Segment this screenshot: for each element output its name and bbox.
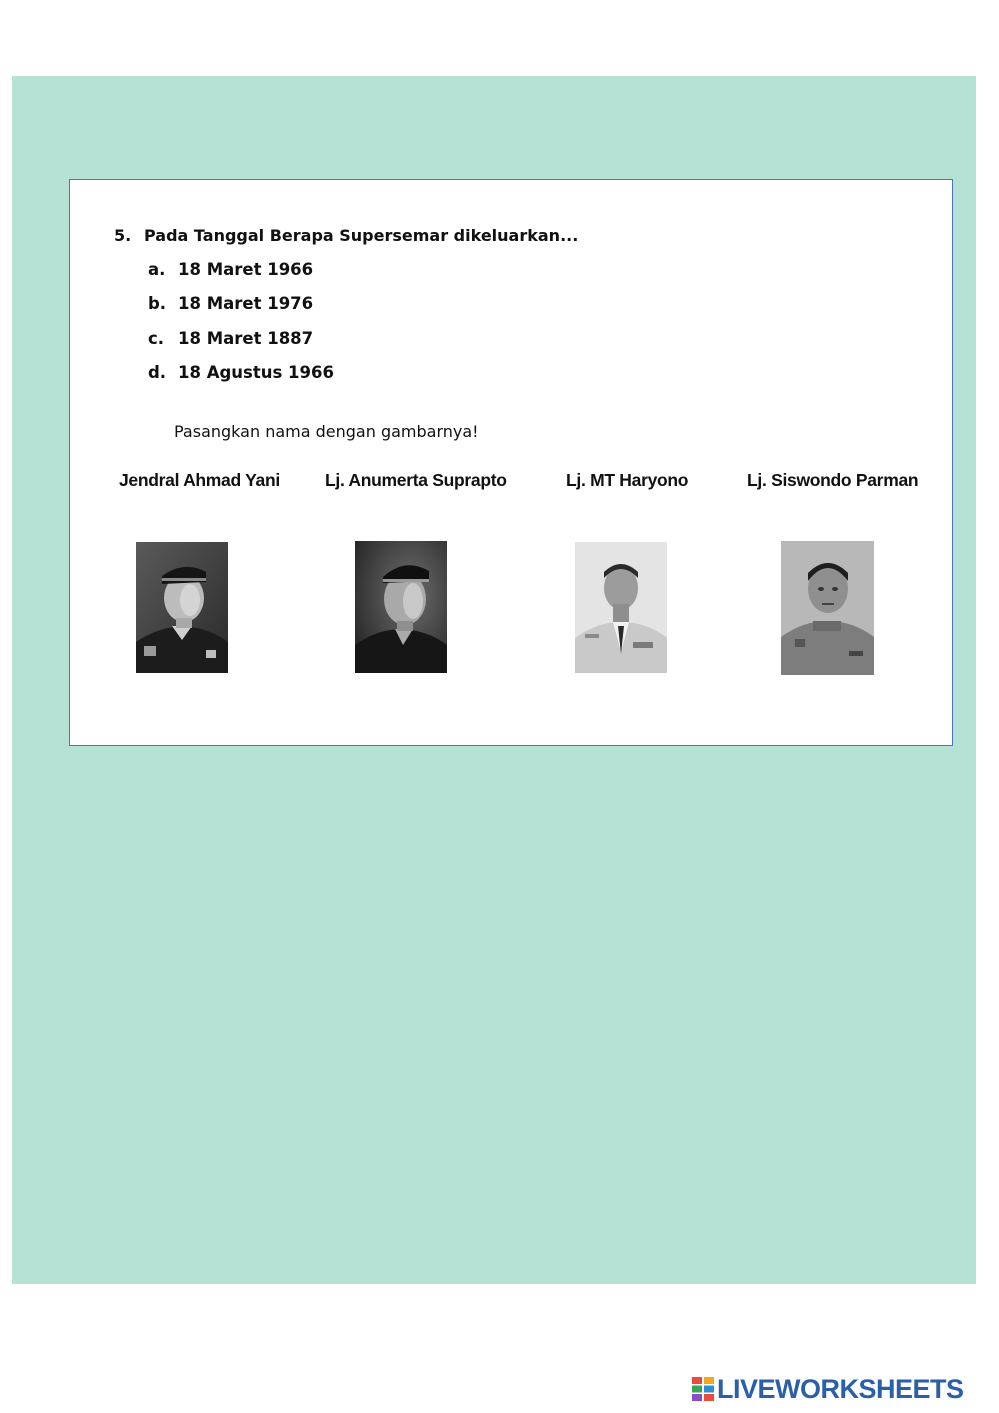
- name-label-ahmad-yani[interactable]: Jendral Ahmad Yani: [119, 470, 280, 490]
- option-text: 18 Maret 1976: [178, 294, 314, 313]
- portrait-photo-2[interactable]: [355, 541, 447, 673]
- name-label-haryono[interactable]: Lj. MT Haryono: [566, 470, 689, 490]
- liveworksheets-logo: [692, 1374, 964, 1404]
- name-label-siswondo-parman[interactable]: Lj. Siswondo Parman: [747, 470, 919, 490]
- option-text: 18 Maret 1887: [178, 329, 314, 348]
- option-letter: a.: [148, 260, 166, 279]
- liveworksheets-logo-text: LIVEWORKSHEETS: [717, 1373, 964, 1404]
- question-card: [69, 179, 953, 746]
- option-b[interactable]: [148, 294, 313, 313]
- liveworksheets-logo-icon: [692, 1377, 714, 1401]
- portrait-photo-4[interactable]: [781, 541, 874, 675]
- matching-instruction: Pasangkan nama dengan gambarnya!: [174, 422, 479, 441]
- option-d[interactable]: [148, 363, 334, 382]
- worksheet-background: [12, 76, 976, 1284]
- option-letter: b.: [148, 294, 167, 313]
- question-number: 5.: [114, 226, 132, 245]
- portrait-photo-3[interactable]: [575, 542, 667, 673]
- question-text: Pada Tanggal Berapa Supersemar dikeluarkan...: [144, 226, 579, 245]
- portrait-photo-1[interactable]: [136, 542, 228, 673]
- option-letter: d.: [148, 363, 167, 382]
- option-text: 18 Agustus 1966: [178, 363, 334, 382]
- option-c[interactable]: [148, 329, 313, 348]
- name-label-suprapto[interactable]: Lj. Anumerta Suprapto: [325, 470, 507, 490]
- question-line: [114, 226, 578, 245]
- option-a[interactable]: [148, 260, 313, 279]
- option-text: 18 Maret 1966: [178, 260, 314, 279]
- option-letter: c.: [148, 329, 165, 348]
